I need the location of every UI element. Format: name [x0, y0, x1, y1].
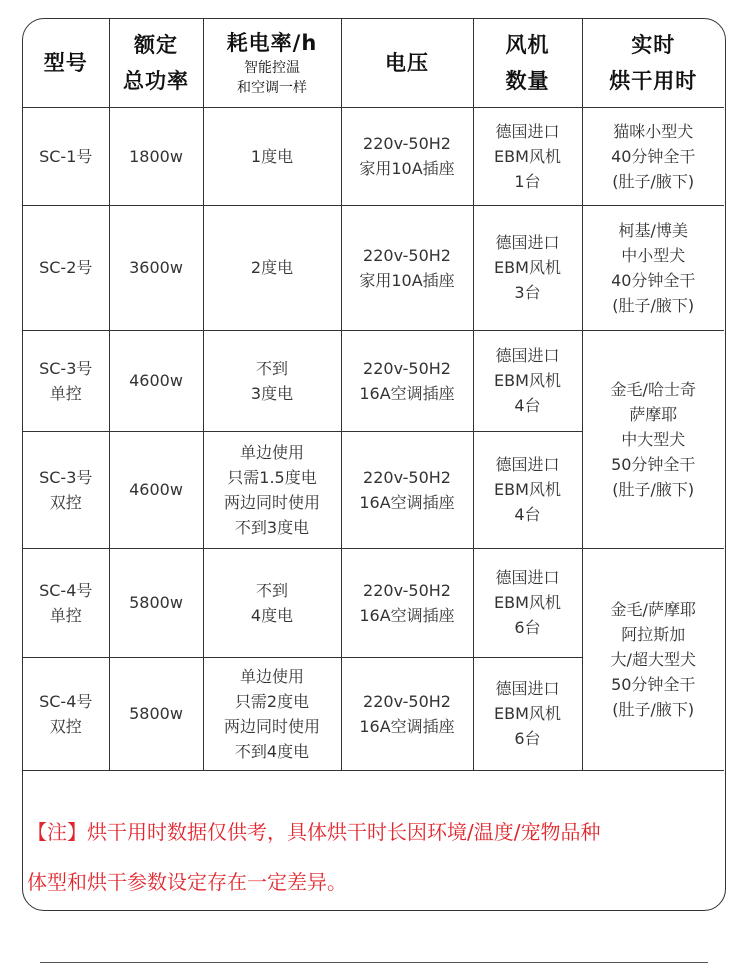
cell-power: 3600w — [109, 205, 203, 330]
cell-power: 4600w — [109, 330, 203, 431]
cell-fan: 德国进口 EBM风机 4台 — [473, 330, 582, 431]
cell-drying-time: 金毛/萨摩耶 阿拉斯加 大/超大型犬 50分钟全干 (肚子/腋下) — [582, 548, 724, 770]
table-row — [23, 107, 724, 205]
cell-consumption: 不到 3度电 — [203, 330, 341, 431]
cell-voltage: 220v-50H2 16A空调插座 — [341, 431, 473, 548]
cell-voltage: 220v-50H2 16A空调插座 — [341, 548, 473, 657]
cell-consumption: 单边使用 只需1.5度电 两边同时使用 不到3度电 — [203, 431, 341, 548]
cell-voltage: 220v-50H2 家用10A插座 — [341, 107, 473, 205]
cell-consumption: 不到 4度电 — [203, 548, 341, 657]
cell-power: 1800w — [109, 107, 203, 205]
footnote-line-2: 体型和烘干参数设定存在一定差异。 — [27, 870, 347, 894]
cell-voltage: 220v-50H2 16A空调插座 — [341, 657, 473, 770]
header-consumption: 耗电率/h 智能控温 和空调一样 — [203, 19, 341, 107]
footnote-line-1: 【注】烘干用时数据仅供考，具体烘干时长因环境/温度/宠物品种 — [27, 820, 601, 844]
cell-fan: 德国进口 EBM风机 6台 — [473, 657, 582, 770]
cell-consumption: 单边使用 只需2度电 两边同时使用 不到4度电 — [203, 657, 341, 770]
header-voltage: 电压 — [341, 19, 473, 107]
header-model: 型号 — [23, 19, 109, 107]
header-row — [23, 19, 724, 107]
spec-card — [22, 18, 726, 911]
cell-model: SC-3号 单控 — [23, 330, 109, 431]
cell-model: SC-4号 单控 — [23, 548, 109, 657]
cell-voltage: 220v-50H2 家用10A插座 — [341, 205, 473, 330]
cell-model: SC-2号 — [23, 205, 109, 330]
cell-drying-time: 猫咪小型犬 40分钟全干 (肚子/腋下) — [582, 107, 724, 205]
cell-model: SC-4号 双控 — [23, 657, 109, 770]
table-row — [23, 330, 724, 431]
cell-model: SC-1号 — [23, 107, 109, 205]
cell-voltage: 220v-50H2 16A空调插座 — [341, 330, 473, 431]
cell-consumption: 2度电 — [203, 205, 341, 330]
header-power: 额定 总功率 — [109, 19, 203, 107]
cell-fan: 德国进口 EBM风机 3台 — [473, 205, 582, 330]
header-fan-count: 风机 数量 — [473, 19, 582, 107]
header-drying-time: 实时 烘干用时 — [582, 19, 724, 107]
cell-fan: 德国进口 EBM风机 4台 — [473, 431, 582, 548]
cell-power: 5800w — [109, 657, 203, 770]
cell-fan: 德国进口 EBM风机 1台 — [473, 107, 582, 205]
bottom-divider — [40, 962, 708, 963]
cell-drying-time: 金毛/哈士奇 萨摩耶 中大型犬 50分钟全干 (肚子/腋下) — [582, 330, 724, 548]
cell-drying-time: 柯基/博美 中小型犬 40分钟全干 (肚子/腋下) — [582, 205, 724, 330]
cell-consumption: 1度电 — [203, 107, 341, 205]
spec-table — [23, 19, 724, 771]
cell-power: 5800w — [109, 548, 203, 657]
cell-model: SC-3号 双控 — [23, 431, 109, 548]
table-row — [23, 548, 724, 657]
table-row — [23, 205, 724, 330]
cell-power: 4600w — [109, 431, 203, 548]
cell-fan: 德国进口 EBM风机 6台 — [473, 548, 582, 657]
